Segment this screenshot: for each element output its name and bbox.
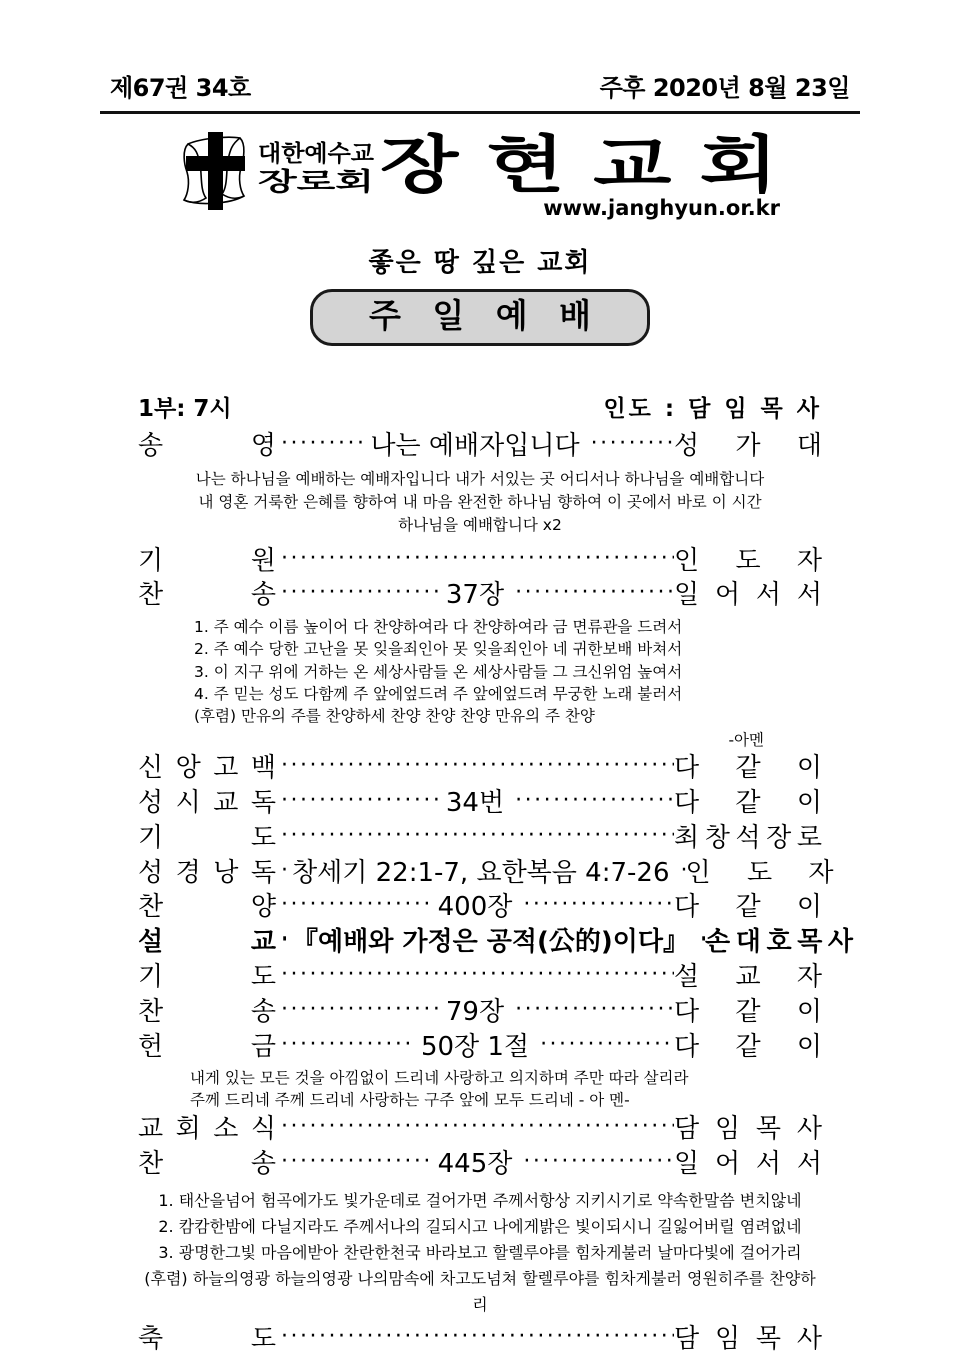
order-item-who-char: 다 <box>673 996 700 1027</box>
leader-dots <box>276 1326 674 1348</box>
leader-dots <box>518 1151 674 1173</box>
order-item-who-char: 이 <box>796 996 822 1027</box>
order-item-who-char: 서 <box>796 1149 822 1180</box>
masthead <box>0 0 960 103</box>
order-row <box>138 751 822 786</box>
order-item-label <box>138 1112 276 1147</box>
order-item-who-char: 같 <box>735 787 761 818</box>
order-item-who-char: 호 <box>766 927 792 958</box>
leader-dots <box>276 860 286 882</box>
hymn37-lyrics-amen: -아멘 <box>728 730 764 749</box>
order-item-who-char: 같 <box>735 1031 761 1062</box>
order-row <box>138 544 822 579</box>
order-item-detail: 400장 <box>437 892 513 923</box>
order-item-detail: 445장 <box>437 1149 513 1180</box>
order-item-who-char: 자 <box>796 545 822 576</box>
leader-dots <box>276 1116 674 1138</box>
order-item-who <box>674 544 822 579</box>
leader-dots <box>276 790 440 812</box>
order-row <box>138 821 822 856</box>
order-item-who-char: 같 <box>735 892 761 923</box>
denomination-line-1: 대한예수교 <box>258 141 370 167</box>
order-item-who-char: 어 <box>714 580 741 611</box>
order-item-label <box>138 1322 276 1357</box>
masthead-divider <box>100 111 860 114</box>
songyeong-lyrics-line: 내 영혼 거룩한 은혜를 향하여 내 마음 완전한 하나님 향하여 이 곳에서 바로 이 시간 <box>198 493 762 512</box>
order-item-who-char: 목 <box>755 1114 782 1145</box>
order-item-label-char: 기 <box>138 962 164 993</box>
hymn37-lyrics-line: 4. 주 믿는 성도 다함께 주 앞에엎드려 주 앞에엎드려 무궁한 노래 불러서 <box>194 685 683 704</box>
order-item-label-char: 고 <box>213 753 239 784</box>
order-item-label-char: 찬 <box>138 996 164 1027</box>
order-item-label-char: 송 <box>138 430 164 461</box>
order-item-who-char: 교 <box>735 962 761 993</box>
order-item-label <box>138 578 276 613</box>
denomination-line-2: 장로회 <box>258 167 374 196</box>
order-item-label-char: 원 <box>250 545 276 576</box>
order-item-label-char: 송 <box>250 580 276 611</box>
leader-dots <box>276 1151 432 1173</box>
leader-dots <box>276 582 440 604</box>
order-item-detail: 나는 예배자입니다 <box>370 430 580 461</box>
order-item-who-char: 같 <box>735 996 761 1027</box>
order-item-who-char: 장 <box>766 822 792 853</box>
order-item-who-char: 자 <box>808 857 834 888</box>
hymn37-lyrics-line: 3. 이 지구 위에 거하는 온 세상사람들 온 세상사람들 그 크신위엄 높여서 <box>194 662 683 681</box>
leader-dots <box>676 860 686 882</box>
order-item-label-char: 설 <box>138 927 164 958</box>
leader-dots <box>276 929 286 951</box>
order-item-who <box>674 995 822 1030</box>
order-item-who-char: 가 <box>735 430 761 461</box>
hymn37-lyrics-line: 2. 주 예수 당한 고난을 못 잊을죄인아 못 잊을죄인아 네 귀한보배 바쳐서 <box>194 640 683 659</box>
order-item-label <box>138 925 276 960</box>
order-item-label <box>138 751 276 786</box>
bulletin-date: 주후 2020년 8월 23일 <box>599 74 850 102</box>
service-leader: 인도 : 담 임 목 사 <box>603 395 822 422</box>
order-item-label-char: 도 <box>250 1323 276 1354</box>
order-item-who-char: 다 <box>674 1031 700 1062</box>
order-item-label-char: 송 <box>250 1149 276 1180</box>
order-item-who-char: 대 <box>735 927 761 958</box>
service-title: 주 일 예 배 <box>310 289 650 346</box>
leader-dots <box>276 433 364 455</box>
order-item-who-char: 성 <box>673 430 700 461</box>
order-item-who-char: 최 <box>674 822 700 853</box>
order-item-label-char: 독 <box>250 787 276 818</box>
leader-dots <box>276 825 674 847</box>
order-item-detail: 『예배와 가정은 공적(公的)이다』 <box>292 927 690 958</box>
order-item-who-char: 임 <box>714 1114 741 1145</box>
church-name-calligraphy <box>380 124 780 204</box>
leader-dots <box>276 755 674 777</box>
leader-dots <box>535 1034 674 1056</box>
offering-lyrics-line: 주께 드리네 주께 드리네 사랑하는 구주 앞에 모두 드리네 - 아 멘- <box>190 1091 630 1110</box>
church-logo <box>0 128 960 226</box>
order-item-who <box>674 786 822 821</box>
volume-issue: 제67권 34호 <box>110 74 251 102</box>
order-item-who-char: 일 <box>673 580 700 611</box>
order-item-label-char: 백 <box>250 753 276 784</box>
order-item-label-char: 앙 <box>175 753 201 784</box>
order-row <box>138 578 822 613</box>
leader-dots <box>510 999 674 1021</box>
order-item-who-char: 사 <box>827 927 854 958</box>
leader-dots <box>276 548 674 570</box>
order-item-label <box>138 960 276 995</box>
order-item-who <box>705 925 853 960</box>
order-item-who <box>674 1147 822 1182</box>
order-row <box>138 1322 822 1357</box>
order-item-who-char: 로 <box>796 822 822 853</box>
hymn445-lyrics-line: 2. 캄캄한밤에 다닐지라도 주께서나의 길되시고 나에게밝은 빛이되시니 길잃어버릴 염려없네 <box>158 1216 802 1236</box>
church-tagline: 좋은 땅 깊은 교회 <box>368 248 592 278</box>
order-row <box>138 786 822 821</box>
songyeong-lyrics <box>138 468 822 538</box>
order-item-who-char: 다 <box>674 753 700 784</box>
order-item-who-char: 서 <box>796 580 822 611</box>
order-item-who-char: 담 <box>674 1323 700 1354</box>
order-item-label-char: 회 <box>175 1114 201 1145</box>
order-item-who <box>674 751 822 786</box>
order-row <box>138 960 822 995</box>
order-row <box>138 856 834 891</box>
order-item-detail: 50장 1절 <box>420 1031 530 1062</box>
order-row <box>138 995 822 1030</box>
order-item-label-char: 신 <box>138 753 164 784</box>
order-item-who-char: 다 <box>674 892 700 923</box>
order-item-label-char: 소 <box>213 1114 239 1145</box>
leader-dots <box>586 433 674 455</box>
hymn445-lyrics-line: 1. 태산을넘어 험곡에가도 빛가운데로 걸어가면 주께서항상 지키시기로 약속한말씀 변치않네 <box>158 1191 802 1211</box>
order-item-label-char: 찬 <box>138 1149 164 1180</box>
order-item-label-char: 기 <box>138 545 164 576</box>
order-item-label-char: 낭 <box>213 857 239 888</box>
hymn37-lyrics <box>138 616 822 751</box>
hymn445-lyrics-line: (후렴) 하늘의영광 하늘의영광 나의맘속에 차고도넘쳐 할렐루야를 힘차게불러 영원히주를 찬양하리 <box>144 1268 816 1314</box>
order-item-label-char: 식 <box>250 1114 276 1145</box>
order-item-label-char: 영 <box>250 430 276 461</box>
order-item-label <box>138 1030 276 1065</box>
order-of-service <box>138 390 854 1356</box>
leader-dots <box>510 790 674 812</box>
order-item-who-char: 임 <box>714 1323 741 1354</box>
order-item-who-char: 목 <box>755 1323 782 1354</box>
order-item-who-char: 서 <box>755 580 782 611</box>
order-item-label-char: 교 <box>250 927 276 958</box>
hymn37-lyrics-line: (후렴) 만유의 주를 찬양하세 찬양 찬양 찬양 만유의 주 찬양 <box>194 707 595 726</box>
denomination-calligraphy <box>258 134 376 196</box>
church-name-text: 장 현 교 회 <box>380 128 778 201</box>
order-item-label-char: 도 <box>250 962 276 993</box>
leader-dots <box>276 999 440 1021</box>
order-item-detail: 37장 <box>445 580 505 611</box>
order-item-who-char: 도 <box>735 545 761 576</box>
songyeong-lyrics-line: 하나님을 예배합니다 x2 <box>398 516 562 535</box>
service-subheader <box>138 390 822 423</box>
order-item-label-char: 경 <box>175 857 201 888</box>
order-row <box>138 1112 822 1147</box>
order-item-label-char: 시 <box>175 787 201 818</box>
order-item-who-char: 인 <box>674 545 700 576</box>
order-item-who-char: 이 <box>796 1031 822 1062</box>
order-item-who-char: 목 <box>797 927 823 958</box>
order-item-detail: 34번 <box>445 787 505 818</box>
order-item-who-char: 이 <box>796 753 822 784</box>
leader-dots <box>276 894 432 916</box>
order-item-who-char: 도 <box>746 857 773 888</box>
order-item-label-char: 금 <box>250 1031 276 1062</box>
service-title-wrap <box>0 289 960 346</box>
order-item-who-char: 자 <box>796 962 822 993</box>
offering-lyrics-line: 내게 있는 모든 것을 아낌없이 드리네 사랑하고 의지하며 주만 따라 살리라 <box>190 1068 689 1087</box>
order-item-label-char: 교 <box>213 787 239 818</box>
order-row <box>138 925 854 960</box>
order-item-who-char: 서 <box>755 1149 782 1180</box>
order-item-who-char: 일 <box>674 1149 700 1180</box>
order-item-label <box>138 821 276 856</box>
order-item-label <box>138 544 276 579</box>
order-item-label-char: 성 <box>138 787 164 818</box>
order-item-who-char: 이 <box>796 787 822 818</box>
order-item-label <box>138 786 276 821</box>
leader-dots <box>695 929 705 951</box>
order-item-label-char: 기 <box>138 822 164 853</box>
order-rows <box>138 429 854 1356</box>
order-item-label-char: 성 <box>138 857 164 888</box>
order-item-label-char: 찬 <box>138 892 164 923</box>
cross-and-scroll-emblem <box>178 130 256 212</box>
order-item-label-char: 양 <box>250 892 276 923</box>
order-item-who-char: 어 <box>714 1149 741 1180</box>
order-item-label-char: 헌 <box>138 1031 164 1062</box>
order-item-label <box>138 890 276 925</box>
order-item-who <box>674 1322 822 1357</box>
order-item-label-char: 도 <box>250 822 276 853</box>
order-item-label-char: 찬 <box>138 580 164 611</box>
order-item-who-char: 다 <box>673 787 700 818</box>
order-item-label <box>138 995 276 1030</box>
order-item-who-char: 석 <box>735 822 761 853</box>
hymn37-lyrics-line: 1. 주 예수 이름 높이어 다 찬양하여라 다 찬양하여라 금 면류관을 드려서 <box>194 618 683 637</box>
order-item-who <box>674 821 822 856</box>
order-item-label-char: 축 <box>138 1323 164 1354</box>
leader-dots <box>276 964 674 986</box>
order-item-label-char: 교 <box>138 1114 164 1145</box>
hymn445-lyrics-line: 3. 광명한그빛 마음에받아 찬란한천국 바라보고 할렐루야를 힘차게불러 날마다빛에 걸어가리 <box>158 1242 802 1262</box>
leader-dots <box>510 582 674 604</box>
order-row <box>138 890 822 925</box>
order-item-who <box>674 429 822 464</box>
order-item-label <box>138 856 276 891</box>
order-item-who <box>674 1030 822 1065</box>
order-item-who-char: 사 <box>796 1114 822 1145</box>
order-item-who-char: 같 <box>735 753 761 784</box>
leader-dots <box>276 1034 415 1056</box>
order-item-label-char: 독 <box>250 857 276 888</box>
order-item-who-char: 사 <box>796 1323 822 1354</box>
order-item-who-char: 대 <box>796 430 822 461</box>
hymn445-lyrics <box>138 1188 822 1318</box>
order-item-who-char: 담 <box>674 1114 700 1145</box>
church-website-url[interactable]: www.janghyun.or.kr <box>543 196 780 220</box>
order-item-who <box>674 960 822 995</box>
order-item-who-char: 이 <box>796 892 822 923</box>
order-item-who <box>674 1112 822 1147</box>
order-item-label <box>138 429 276 464</box>
order-item-detail: 창세기 22:1-7, 요한복음 4:7-26 <box>292 857 670 888</box>
offering-lyrics <box>138 1067 822 1113</box>
songyeong-lyrics-line: 나는 하나님을 예배하는 예배자입니다 내가 서있는 곳 어디서나 하나님을 예배합니다 <box>195 469 765 488</box>
order-item-who-char: 손 <box>705 927 731 958</box>
order-item-detail: 79장 <box>445 996 505 1027</box>
leader-dots <box>518 894 674 916</box>
order-row <box>138 1030 822 1065</box>
order-item-who <box>686 856 834 891</box>
service-time: 1부: 7시 <box>138 395 232 422</box>
order-item-who <box>674 890 822 925</box>
order-item-label <box>138 1147 276 1182</box>
order-item-label-char: 송 <box>250 996 276 1027</box>
order-item-who-char: 설 <box>674 962 700 993</box>
order-item-who <box>674 578 822 613</box>
order-item-who-char: 창 <box>704 822 730 853</box>
order-row <box>138 1147 822 1182</box>
order-row <box>138 429 822 464</box>
order-item-who-char: 인 <box>685 857 711 888</box>
